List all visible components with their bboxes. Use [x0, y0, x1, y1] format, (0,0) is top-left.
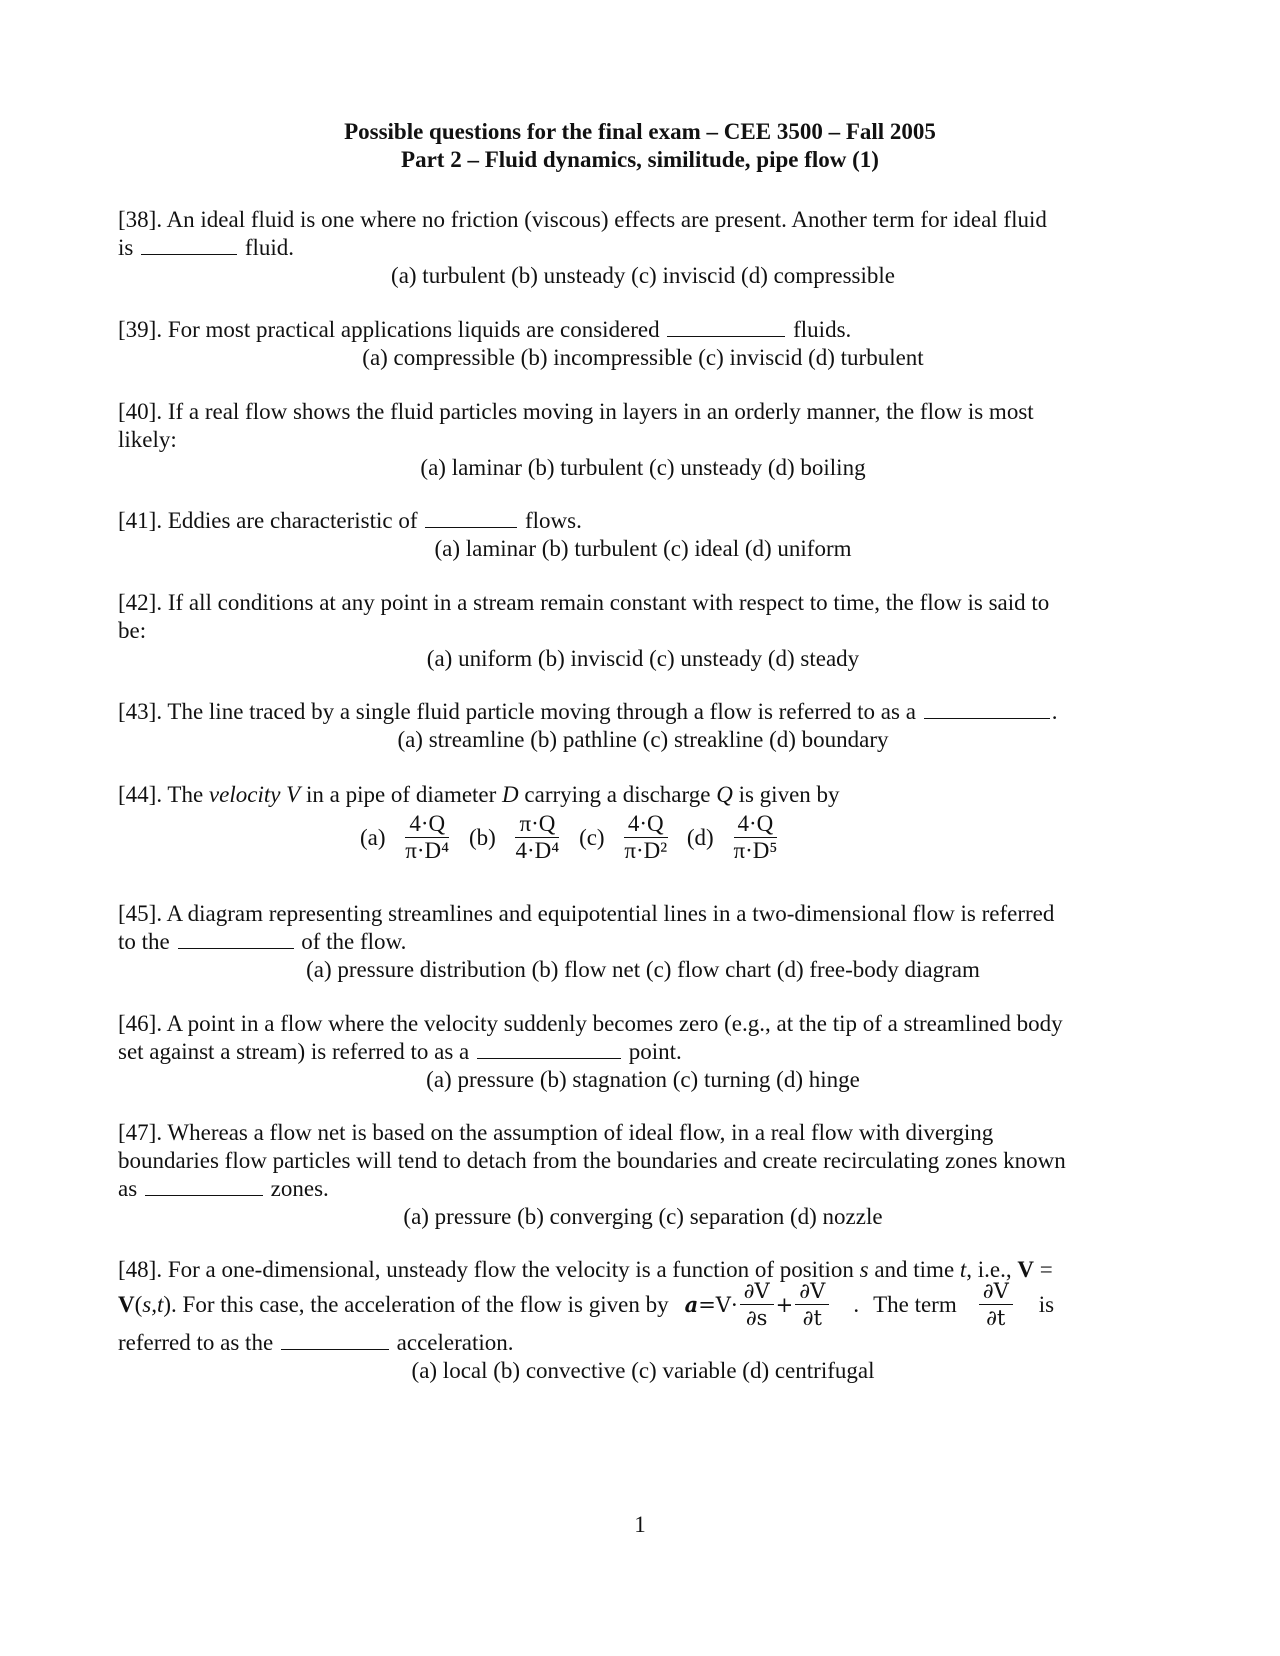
answer-blank	[141, 234, 237, 255]
option-label: (c)	[579, 824, 605, 850]
denominator: ∂s	[745, 1306, 768, 1330]
answer-choices: (a) local (b) convective (c) variable (d) centrifugal	[411, 1358, 875, 1383]
acceleration-symbol: a	[684, 1291, 699, 1317]
formula-options	[356, 811, 1168, 864]
text-fragment: as	[118, 1176, 138, 1201]
local-term	[795, 1278, 829, 1331]
text-fragment: ). For this case, the acceleration of the flow is given by	[163, 1291, 669, 1317]
question-39	[118, 316, 1168, 372]
text-fragment: fluids.	[793, 317, 852, 342]
text-fragment: The term	[873, 1291, 957, 1317]
question-40	[118, 398, 1168, 482]
question-42	[118, 589, 1168, 673]
question-46	[118, 1010, 1168, 1094]
answer-choices: (a) pressure distribution (b) flow net (c) flow chart (d) free-body diagram	[306, 957, 980, 982]
term-fraction	[979, 1278, 1013, 1331]
text-fragment: .	[853, 1291, 860, 1317]
text-fragment: [48]. For a one-dimensional, unsteady flow the velocity is a function of position	[118, 1257, 860, 1282]
text-fragment: point.	[628, 1039, 682, 1064]
denominator: π·D⁵	[733, 838, 778, 863]
question-41	[118, 507, 1168, 563]
plus-sign: +	[775, 1292, 794, 1317]
question-text-line2: likely:	[118, 427, 177, 452]
numerator: 4·Q	[405, 811, 449, 838]
text-fragment: is	[118, 235, 134, 260]
page-title	[0, 118, 1280, 174]
function-args: s,t	[142, 1291, 164, 1317]
denominator: π·D⁴	[405, 838, 450, 863]
text-fragment: of the flow.	[301, 929, 407, 954]
answer-blank	[281, 1329, 389, 1350]
question-text	[118, 316, 1168, 344]
question-text-line2	[118, 1278, 1168, 1331]
question-text-line2	[118, 1038, 1168, 1066]
text-fragment: [39]. For most practical applications liquids are considered	[118, 317, 660, 342]
text-fragment: in a pipe of diameter	[300, 782, 503, 807]
denominator: 4·D⁴	[515, 838, 560, 863]
position-symbol: s	[859, 1257, 869, 1282]
option-label: (a)	[360, 824, 386, 850]
answer-choices: (a) laminar (b) turbulent (c) ideal (d) uniform	[434, 536, 852, 561]
question-text	[118, 698, 1168, 726]
question-45	[118, 900, 1168, 984]
text-fragment: flows.	[524, 508, 582, 533]
numerator: ∂V	[795, 1278, 829, 1305]
question-44	[118, 781, 1168, 864]
answer-choices: (a) streamline (b) pathline (c) streakline (d) boundary	[397, 727, 889, 752]
answer-blank	[425, 507, 517, 528]
page-number: 1	[634, 1512, 646, 1537]
text-fragment: to the	[118, 929, 170, 954]
answer-choices: (a) laminar (b) turbulent (c) unsteady (d) boiling	[420, 455, 866, 480]
option-b-formula	[512, 811, 564, 864]
diameter-symbol: D	[502, 782, 519, 807]
text-fragment: , i.e.,	[966, 1257, 1018, 1282]
denominator: π·D²	[624, 838, 668, 863]
text-fragment: [43]. The line traced by a single fluid particle moving through a flow is referred to as a	[118, 699, 916, 724]
text-fragment: acceleration.	[396, 1330, 514, 1355]
denominator: ∂t	[802, 1306, 822, 1330]
option-a-formula	[401, 811, 453, 864]
option-d-formula	[729, 811, 781, 864]
text-fragment: and time	[868, 1257, 960, 1282]
answer-blank	[178, 928, 294, 949]
text-fragment: [44]. The	[118, 782, 209, 807]
question-text: [40]. If a real flow shows the fluid particles moving in layers in an orderly manner, the flow is most	[118, 399, 1034, 424]
question-text	[118, 781, 1168, 809]
equation-fragment: =V·	[698, 1292, 738, 1317]
option-label: (b)	[468, 824, 496, 850]
text-fragment: .	[1051, 699, 1058, 724]
answer-choices: (a) turbulent (b) unsteady (c) inviscid (d) compressible	[391, 263, 895, 288]
numerator: 4·Q	[734, 811, 778, 838]
text-fragment: referred to as the	[118, 1330, 274, 1355]
question-text: [38]. An ideal fluid is one where no friction (viscous) effects are present. Another term for ideal fluid	[118, 207, 1047, 232]
text-fragment: fluid.	[244, 235, 295, 260]
answer-blank	[477, 1038, 621, 1059]
numerator: 4·Q	[624, 811, 668, 838]
question-text	[118, 507, 1168, 535]
time-symbol: t	[959, 1257, 967, 1282]
answer-choices: (a) uniform (b) inviscid (c) unsteady (d) steady	[426, 646, 860, 671]
question-43	[118, 698, 1168, 754]
question-text-line2	[118, 234, 1168, 262]
convective-term	[740, 1278, 774, 1331]
answer-blank	[145, 1175, 263, 1196]
text-fragment: is given by	[732, 782, 840, 807]
velocity-vector-symbol: V	[118, 1291, 135, 1317]
question-text: [42]. If all conditions at any point in a stream remain constant with respect to time, the flow is said to	[118, 590, 1050, 615]
question-text-line3	[118, 1329, 1168, 1357]
answer-blank	[924, 698, 1050, 719]
question-text: [45]. A diagram representing streamlines and equipotential lines in a two-dimensional flow is referred	[118, 901, 1055, 926]
answer-blank	[667, 316, 785, 337]
text-fragment: (	[134, 1291, 143, 1317]
velocity-vector-symbol: V	[1017, 1257, 1035, 1282]
numerator: ∂V	[740, 1278, 774, 1305]
denominator: ∂t	[986, 1306, 1006, 1330]
question-48	[118, 1256, 1168, 1385]
discharge-symbol: Q	[716, 782, 733, 807]
answer-choices: (a) pressure (b) converging (c) separation (d) nozzle	[403, 1204, 883, 1229]
question-text-line2: boundaries flow particles will tend to detach from the boundaries and create recirculating zones known	[118, 1148, 1066, 1173]
option-c-formula	[620, 811, 671, 864]
answer-choices: (a) pressure (b) stagnation (c) turning (d) hinge	[426, 1067, 860, 1092]
question-text: [47]. Whereas a flow net is based on the assumption of ideal flow, in a real flow with diverging	[118, 1120, 994, 1145]
question-text-line2	[118, 928, 1168, 956]
option-label: (d)	[686, 824, 714, 850]
text-fragment: carrying a discharge	[518, 782, 717, 807]
numerator: π·Q	[515, 811, 559, 838]
text-fragment: [41]. Eddies are characteristic of	[118, 508, 418, 533]
question-text-line2: be:	[118, 618, 147, 643]
text-fragment: zones.	[270, 1176, 329, 1201]
title-line-1: Possible questions for the final exam – CEE 3500 – Fall 2005	[344, 119, 936, 144]
question-text: [46]. A point in a flow where the velocity suddenly becomes zero (e.g., at the tip of a streamlined body	[118, 1011, 1063, 1036]
title-line-2: Part 2 – Fluid dynamics, similitude, pipe flow (1)	[401, 147, 879, 172]
text-fragment: set against a stream) is referred to as a	[118, 1039, 470, 1064]
question-38	[118, 206, 1168, 290]
velocity-symbol: velocity V	[208, 782, 301, 807]
numerator: ∂V	[979, 1278, 1013, 1305]
answer-choices: (a) compressible (b) incompressible (c) inviscid (d) turbulent	[362, 345, 924, 370]
acceleration-equation	[685, 1278, 832, 1331]
text-fragment: is	[1038, 1291, 1055, 1317]
question-text-line3	[118, 1175, 1168, 1203]
question-47	[118, 1119, 1168, 1231]
text-fragment: =	[1034, 1257, 1053, 1282]
